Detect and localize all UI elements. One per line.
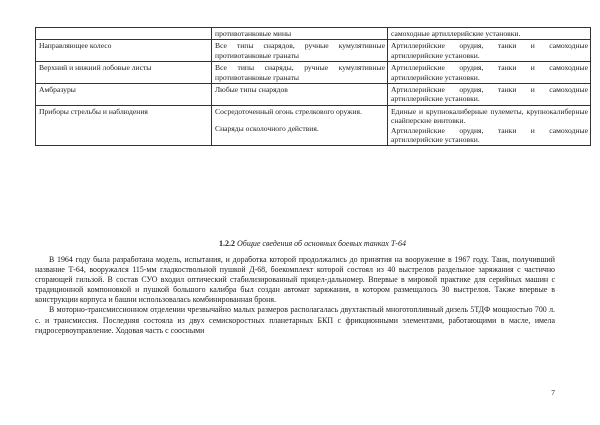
paragraph: В моторно-трансмиссионном отделении чрезвычайно малых размеров располагалась двухтактный многотопливный дизель 5ТДФ мощностью 700 л. с. и трансмиссия. Последняя состояла из двух семискоростных планетарных БКП с фрикционными элементами, работающими в масле, имела гидросервоуправление. Ходовая часть с соосными [35,305,555,335]
weapons-cell [212,40,388,62]
weapons-text: Снаряды осколочного действия. [215,124,319,134]
means-text: самоходные артиллерийские установки. [391,29,521,38]
target-cell: Направляющее колесо [36,40,212,62]
table-row [36,105,591,146]
weapons-text: Все типы снарядов, ручные кумулятивные противотанковые гранаты [215,41,385,60]
vulnerability-table [35,27,591,146]
weapons-text: Любые типы снарядов [215,85,288,95]
table-row [36,40,591,62]
weapons-text: противотанковые мины [215,29,292,38]
weapons-cell [212,28,388,40]
means-text: Единые и крупнокалиберные пулеметы, крупнокалиберные снайперские винтовки. [391,106,588,126]
weapons-text: Сосредоточенный огонь стрелкового оружия. [215,106,362,116]
weapons-text: Все типы снаряды, ручные кумулятивные противотанковые гранаты [215,63,385,82]
section-heading [35,239,590,248]
page-number: 7 [551,388,555,397]
section-title: Общие сведения об основных боевых танках Т-64 [237,239,406,248]
target-cell: Приборы стрельбы и наблюдения [36,105,212,146]
weapons-cell [212,62,388,84]
target-cell: Амбразуры [36,84,212,106]
body-text [35,255,555,336]
target-cell [36,28,212,40]
means-cell [388,40,591,62]
paragraph: В 1964 году была разработана модель, испытания, и доработка которой продолжались до принятия на вооружение в 1967 году. Танк, получивший название Т-64, вооружался 115-мм гладкоствольной пушкой Д-68, боекомплект которой состоял из 40 выстрелов раздельное заряжания с частично сгорающей гильзой. В состав СУО входил оптический стабилизированный прицел-дальномер. Впервые в мировой практике для серийных машин с традиционной компоновкой и пушкой большого калибра был создан автомат заряжания, в котором размещалось 30 выстрелов. Также впервые в конструкции корпуса и башни использовалась комбинированная броня. [35,255,555,305]
means-text: Артиллерийские орудия, танки и самоходные артиллерийские установки. [391,41,588,60]
target-cell: Верхний и нижний лобовые листы [36,62,212,84]
means-cell [388,62,591,84]
table-row [36,28,591,40]
means-text: Артиллерийские орудия, танки и самоходные артиллерийские установки. [391,125,588,145]
means-cell [388,28,591,40]
section-number: 1.2.2 [219,239,236,248]
means-text: Артиллерийские орудия, танки и самоходные артиллерийские установки. [391,85,588,104]
table-row [36,62,591,84]
means-cell [388,84,591,106]
table-row [36,84,591,106]
means-cell [388,105,591,146]
weapons-cell [212,84,388,106]
means-text: Артиллерийские орудия, танки и самоходные артиллерийские установки. [391,63,588,82]
weapons-cell [212,105,388,146]
